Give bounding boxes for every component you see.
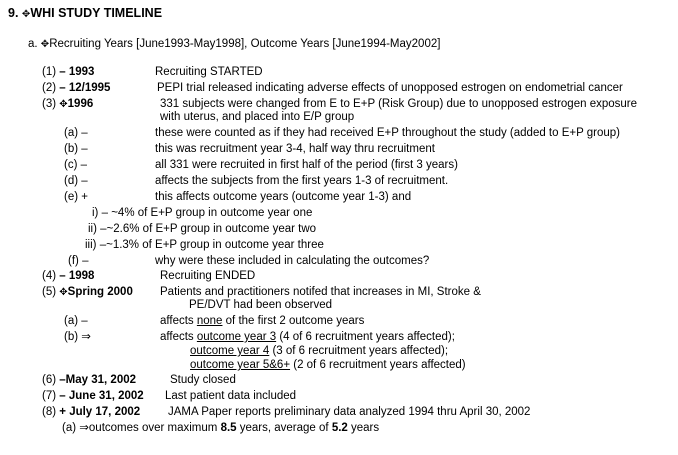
underlined-text: outcome year 3 bbox=[196, 331, 277, 343]
item-description: Recruiting ENDED bbox=[160, 270, 256, 282]
item-description-cont: PE/DVT had been observed bbox=[189, 299, 332, 311]
document-title bbox=[8, 6, 162, 22]
dash-icon: – bbox=[59, 82, 66, 94]
item-description: Last patient data included bbox=[165, 390, 297, 402]
sub-label: (c) bbox=[64, 159, 78, 171]
text-part: outcomes over maximum bbox=[88, 422, 221, 434]
sub-item bbox=[64, 158, 87, 172]
underlined-text: outcome year 5&6+ bbox=[190, 359, 291, 371]
sub-text bbox=[160, 314, 364, 328]
underlined-text: none bbox=[196, 315, 223, 327]
roman-label: iii) bbox=[85, 239, 97, 251]
item-number: (1) bbox=[42, 66, 57, 78]
roman-text: ~2.6% of E+P group in outcome year two bbox=[106, 223, 317, 235]
item-date: 12/1995 bbox=[68, 82, 111, 94]
bullet-icon: ✥ bbox=[40, 39, 50, 50]
dash-icon: – bbox=[100, 223, 107, 235]
dash-icon: – bbox=[59, 390, 66, 402]
sub-label: (a) bbox=[62, 422, 77, 434]
item-description: Study closed bbox=[170, 374, 236, 386]
sub-label: (f) bbox=[68, 255, 79, 267]
sub-label: (d) bbox=[64, 175, 79, 187]
section-text: Recruiting Years [June1993-May1998], Outcome Years [June1994-May2002] bbox=[49, 38, 441, 50]
text-part: years bbox=[347, 422, 380, 434]
item-description: 331 subjects were changed from E to E+P (Risk Group) due to unopposed estrogen exposure bbox=[160, 98, 638, 110]
sub-item bbox=[62, 421, 379, 435]
roman-item bbox=[92, 206, 312, 220]
item-number: (2) bbox=[42, 82, 57, 94]
text-part: of the first 2 outcome years bbox=[222, 315, 365, 327]
item-number: (4) bbox=[42, 270, 57, 282]
roman-text: ~1.3% of E+P group in outcome year three bbox=[106, 239, 324, 251]
item-description: Recruiting STARTED bbox=[155, 66, 263, 78]
avg-years-value: 5.2 bbox=[331, 422, 348, 434]
max-years-value: 8.5 bbox=[220, 422, 237, 434]
sub-label: (b) bbox=[64, 331, 79, 343]
dash-icon: – bbox=[80, 159, 88, 171]
bullet-icon: ✥ bbox=[21, 9, 31, 20]
item-date: May 31, 2002 bbox=[65, 374, 137, 386]
timeline-item bbox=[42, 269, 94, 283]
item-description-cont: with uterus, and placed into E/P group bbox=[160, 111, 355, 123]
dash-icon: – bbox=[59, 374, 66, 386]
underlined-text: outcome year 4 bbox=[190, 345, 270, 357]
dash-icon: – bbox=[82, 255, 89, 267]
dash-icon: – bbox=[81, 175, 88, 187]
sub-text bbox=[190, 344, 448, 358]
timeline-item bbox=[42, 373, 136, 387]
sub-text bbox=[160, 330, 455, 344]
sub-label: (e) bbox=[64, 191, 79, 203]
roman-item bbox=[88, 222, 316, 236]
sub-item bbox=[64, 330, 91, 344]
roman-item bbox=[85, 238, 324, 252]
item-date: July 17, 2002 bbox=[69, 406, 141, 418]
title-number: 9. bbox=[8, 6, 19, 20]
timeline-item bbox=[42, 81, 110, 95]
item-number: (3) bbox=[42, 98, 57, 110]
item-date: 1996 bbox=[67, 98, 94, 110]
item-date: 1993 bbox=[68, 66, 95, 78]
item-description: PEPI trial released indicating adverse effects of unopposed estrogen on endometrial cancer bbox=[157, 82, 623, 94]
sub-label: (a) bbox=[64, 315, 79, 327]
dash-icon: – bbox=[81, 143, 88, 155]
text-part: years, average of bbox=[236, 422, 332, 434]
implies-icon: ⇒ bbox=[81, 331, 91, 343]
text-part: affects bbox=[160, 315, 197, 327]
text-part: affects bbox=[160, 331, 197, 343]
sub-item bbox=[64, 142, 88, 156]
sub-label: (b) bbox=[64, 143, 79, 155]
dash-icon: – bbox=[101, 207, 108, 219]
dash-icon: – bbox=[81, 315, 88, 327]
text-part: (3 of 6 recruitment years affected); bbox=[269, 345, 449, 357]
text-part: (2 of 6 recruitment years affected) bbox=[290, 359, 466, 371]
sub-text: this was recruitment year 3-4, half way thru recruitment bbox=[155, 143, 435, 155]
sub-item bbox=[68, 254, 88, 268]
item-date: Spring 2000 bbox=[67, 286, 133, 298]
sub-text: all 331 were recruited in first half of the period (first 3 years) bbox=[155, 159, 458, 171]
sub-text: why were these included in calculating the outcomes? bbox=[155, 255, 430, 267]
text-part: (4 of 6 recruitment years affected); bbox=[276, 331, 455, 343]
roman-label: i) bbox=[92, 207, 99, 219]
timeline-item bbox=[42, 97, 93, 112]
item-number: (7) bbox=[42, 390, 57, 402]
dash-icon: – bbox=[99, 239, 107, 251]
roman-text: ~4% of E+P group in outcome year one bbox=[111, 207, 313, 219]
sub-text: affects the subjects from the first years 1-3 of recruitment. bbox=[155, 175, 449, 187]
item-date: 1998 bbox=[68, 270, 95, 282]
sub-text: these were counted as if they had received E+P throughout the study (added to E+P group) bbox=[155, 127, 620, 139]
dash-icon: – bbox=[81, 127, 88, 139]
timeline-item bbox=[42, 405, 140, 419]
bullet-icon: ✥ bbox=[59, 287, 68, 298]
sub-item bbox=[64, 190, 88, 204]
sub-label: (a) bbox=[64, 127, 79, 139]
dash-icon: – bbox=[59, 270, 66, 282]
section-a bbox=[28, 37, 440, 52]
item-description: Patients and practitioners notifed that increases in MI, Stroke & bbox=[160, 286, 481, 298]
item-number: (6) bbox=[42, 374, 57, 386]
implies-icon: ⇒ bbox=[79, 422, 89, 434]
plus-icon: + bbox=[59, 406, 66, 418]
sub-item bbox=[64, 174, 88, 188]
roman-label: ii) bbox=[88, 223, 97, 235]
bullet-icon: ✥ bbox=[59, 99, 68, 110]
item-description: JAMA Paper reports preliminary data analyzed 1994 thru April 30, 2002 bbox=[168, 406, 531, 418]
sub-text bbox=[190, 358, 466, 372]
section-label: a. bbox=[28, 38, 38, 50]
sub-text: this affects outcome years (outcome year 1-3) and bbox=[155, 191, 412, 203]
plus-icon: + bbox=[81, 191, 88, 203]
item-number: (5) bbox=[42, 286, 57, 298]
timeline-item bbox=[42, 65, 94, 79]
title-text: WHI STUDY TIMELINE bbox=[30, 6, 163, 20]
sub-item bbox=[64, 126, 88, 140]
item-number: (8) bbox=[42, 406, 57, 418]
timeline-item bbox=[42, 285, 133, 300]
sub-item bbox=[64, 314, 88, 328]
item-date: June 31, 2002 bbox=[68, 390, 144, 402]
dash-icon: – bbox=[59, 66, 66, 78]
timeline-item bbox=[42, 389, 144, 403]
